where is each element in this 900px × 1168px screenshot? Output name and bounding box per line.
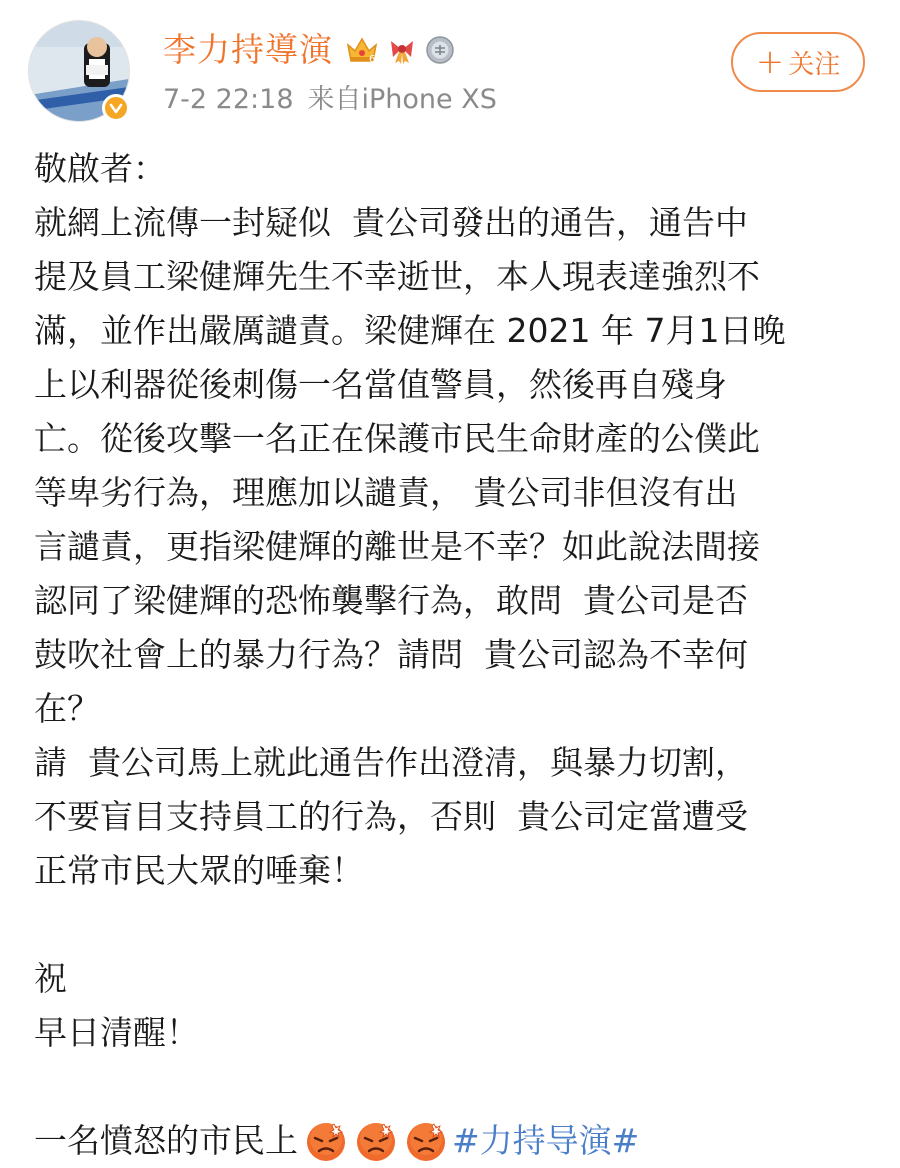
user-name[interactable]: 李力持導演 [163, 30, 333, 69]
post-text-line: 就網上流傳一封疑似 貴公司發出的通告，通告中 [34, 203, 748, 242]
closing-greeting: 祝 [34, 959, 67, 998]
post-text-line: 請 貴公司馬上就此通告作出澄清，與暴力切割， [34, 743, 748, 782]
post-text-line: 認同了梁健輝的恐怖襲擊行為，敢問 貴公司是否 [34, 581, 748, 620]
closing-wish: 早日清醒！ [34, 1013, 199, 1052]
post-body [34, 142, 874, 1168]
user-badges [345, 32, 455, 68]
plus-icon: + [755, 42, 785, 82]
post-text-line: 在？ [34, 689, 100, 728]
avatar[interactable] [28, 20, 132, 124]
verified-badge-icon [102, 94, 130, 122]
post-text-line: 敬啟者： [34, 149, 166, 188]
post-text-line: 亡。從後攻擊一名正在保護市民生命財產的公僕此 [34, 419, 760, 458]
post-timestamp[interactable]: 7-2 22:18 [163, 84, 294, 115]
signature-text: 一名憤怒的市民上 [34, 1121, 298, 1160]
crown-badge-icon[interactable] [345, 35, 379, 65]
angry-face-icon [404, 1119, 448, 1163]
post-meta [163, 82, 497, 118]
post-text-line: 上以利器從後刺傷一名當值警員，然後再自殘身 [34, 365, 727, 404]
post-header [0, 0, 900, 130]
follow-label: 关注 [788, 49, 841, 80]
post-text-line: 等卑劣行為，理應加以譴責， 貴公司非但沒有出 [34, 473, 738, 512]
angry-face-icon [354, 1119, 398, 1163]
post-text-line: 滿，並作出嚴厲譴責。梁健輝在 2021 年 7月1日晚 [34, 311, 786, 350]
medal-badge-icon[interactable] [425, 35, 455, 65]
post-text-line: 不要盲目支持員工的行為，否則 貴公司定當遭受 [34, 797, 748, 836]
angry-face-icon [304, 1119, 348, 1163]
blank-line [34, 898, 874, 952]
post-text-line: 鼓吹社會上的暴力行為？請問 貴公司認為不幸何 [34, 635, 748, 674]
signature-line [34, 1114, 874, 1168]
post-text-line: 言譴責，更指梁健輝的離世是不幸？如此說法間接 [34, 527, 760, 566]
post-text-line: 提及員工梁健輝先生不幸逝世，本人現表達強烈不 [34, 257, 760, 296]
post-source: 来自iPhone XS [307, 84, 497, 115]
post-text-line: 正常市民大眾的唾棄！ [34, 851, 364, 890]
hashtag-link[interactable]: #力持导演# [452, 1121, 640, 1160]
blank-line [34, 1060, 874, 1114]
follow-button[interactable] [731, 32, 865, 92]
svg-text:6: 6 [369, 54, 376, 65]
ribbon-badge-icon[interactable] [385, 35, 419, 65]
